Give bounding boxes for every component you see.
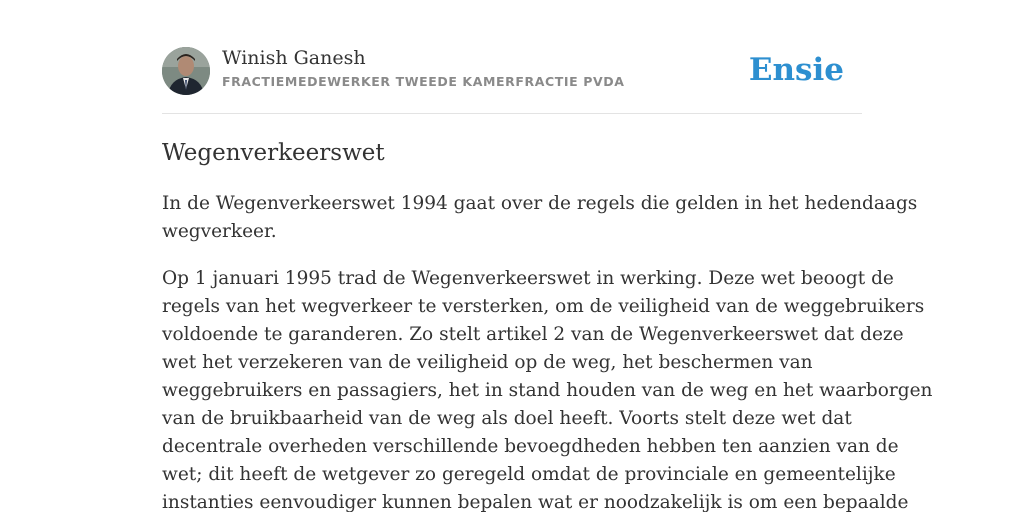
paragraph xyxy=(162,265,933,512)
paragraph-line: Op 1 januari 1995 trad de Wegenverkeerswet in werking. Deze wet beoogt de xyxy=(162,268,894,289)
paragraph xyxy=(162,190,918,246)
paragraph-line: van de bruikbaarheid van de weg als doel heeft. Voorts stelt deze wet dat xyxy=(162,408,852,429)
avatar-image xyxy=(162,47,210,95)
paragraph-line: instanties eenvoudiger kunnen bepalen wat er noodzakelijk is om een bepaalde xyxy=(162,492,909,512)
header-divider xyxy=(162,113,862,114)
paragraph-line: In de Wegenverkeerswet 1994 gaat over de regels die gelden in het hedendaags xyxy=(162,193,918,214)
paragraph-line: wet het verzekeren van de veiligheid op de weg, het beschermen van xyxy=(162,352,813,373)
paragraph-line: regels van het wegverkeer te versterken, om de veiligheid van de weggebruikers xyxy=(162,296,925,317)
paragraph-line: voldoende te garanderen. Zo stelt artikel 2 van de Wegenverkeerswet dat deze xyxy=(162,324,904,345)
author-role: FRACTIEMEDEWERKER TWEEDE KAMERFRACTIE PVDA xyxy=(222,74,625,89)
paragraph-line: weggebruikers en passagiers, het in stand houden van de weg en het waarborgen xyxy=(162,380,933,401)
paragraph-line: wegverkeer. xyxy=(162,221,277,242)
author-header xyxy=(162,46,862,96)
article-body xyxy=(162,190,933,512)
avatar[interactable] xyxy=(162,47,210,95)
paragraph-line: wet; dit heeft de wetgever zo geregeld omdat de provinciale en gemeentelijke xyxy=(162,464,896,485)
article-title: Wegenverkeerswet xyxy=(162,140,385,166)
paragraph-line: decentrale overheden verschillende bevoegdheden hebben ten aanzien van de xyxy=(162,436,899,457)
brand-logo[interactable]: Ensie xyxy=(748,52,844,88)
author-name[interactable]: Winish Ganesh xyxy=(222,47,366,69)
